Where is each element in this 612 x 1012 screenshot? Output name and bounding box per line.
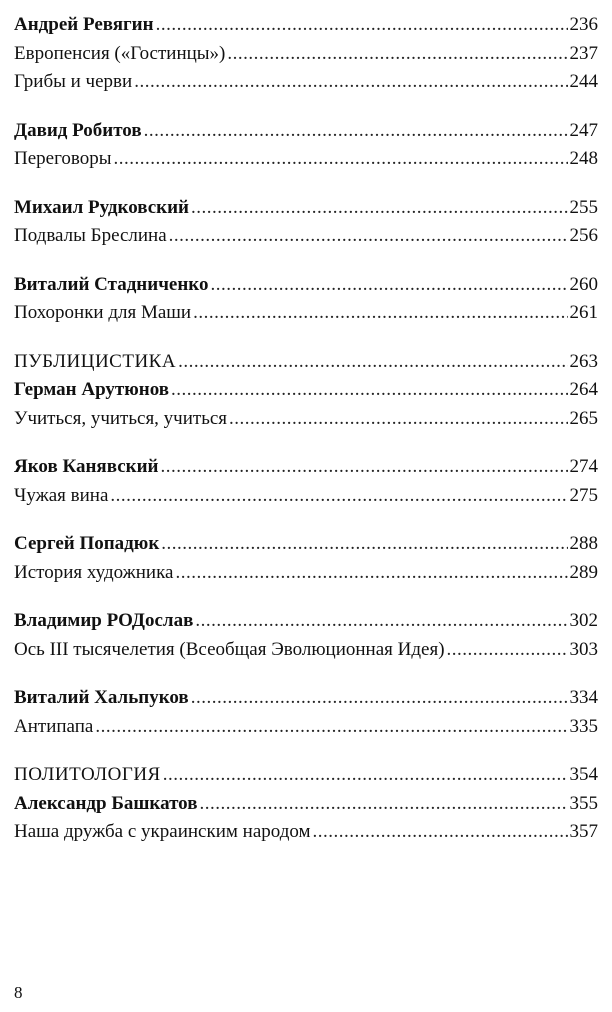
toc-entry-title: Виталий Хальпуков [14,687,189,708]
toc-entry-title: Ось III тысячелетия (Всеобщая Эволюционная Идея) [14,638,445,660]
toc-entry-work[interactable] [14,40,598,69]
toc-entry-title: Чужая вина [14,484,109,506]
dot-leader [110,482,567,511]
dot-leader [160,453,567,482]
dot-leader [95,713,567,742]
toc-group [14,348,598,434]
toc-section-heading[interactable] [14,348,598,377]
toc-entry-title: Учиться, учиться, учиться [14,407,228,429]
dot-leader [193,299,567,328]
toc-entry-author[interactable] [14,790,598,819]
toc-entry-title: Александр Башкатов [14,792,198,814]
dot-leader [199,790,567,819]
table-of-contents [14,11,598,867]
toc-entry-work[interactable] [14,636,598,665]
toc-entry-work[interactable] [14,713,598,742]
dot-leader [163,761,568,790]
toc-entry-title: Сергей Попадюк [14,533,160,554]
toc-group [14,530,598,587]
toc-entry-title: Герман Арутюнов [14,379,169,400]
toc-entry-author[interactable] [14,11,598,40]
toc-entry-page: 335 [569,715,598,737]
toc-entry-page: 236 [569,14,598,35]
toc-group [14,607,598,664]
toc-entry-page: 289 [569,561,598,583]
toc-entry-page: 334 [569,687,598,708]
toc-entry-title: Европенсия («Гостинцы») [14,42,226,64]
toc-entry-page: 275 [569,484,598,506]
toc-entry-title: Михаил Рудковский [14,196,189,218]
toc-entry-page: 274 [569,456,598,477]
dot-leader [178,348,567,377]
toc-entry-author[interactable] [14,530,598,559]
toc-entry-title: Виталий Стадниченко [14,273,209,295]
toc-entry-page: 247 [569,119,598,141]
toc-entry-page: 303 [569,638,598,660]
dot-leader [447,636,568,665]
toc-entry-page: 263 [569,350,598,372]
toc-entry-page: 264 [569,379,598,400]
toc-entry-title: ПОЛИТОЛОГИЯ [14,764,161,785]
toc-entry-title: Яков Канявский [14,456,159,477]
toc-entry-page: 265 [569,407,598,429]
toc-entry-page: 237 [569,42,598,64]
toc-entry-author[interactable] [14,376,598,405]
toc-section-heading[interactable] [14,761,598,790]
dot-leader [144,117,568,146]
toc-entry-work[interactable] [14,145,598,174]
toc-entry-title: Грибы и черви [14,71,133,92]
toc-entry-author[interactable] [14,607,598,636]
toc-entry-page: 248 [569,148,598,169]
toc-entry-title: ПУБЛИЦИСТИКА [14,350,177,372]
toc-entry-title: Подвалы Бреслина [14,225,167,246]
toc-entry-page: 256 [569,225,598,246]
toc-entry-page: 244 [569,71,598,92]
toc-entry-page: 302 [569,610,598,631]
page-number: 8 [14,983,23,1002]
toc-entry-title: Похоронки для Маши [14,302,192,323]
dot-leader [161,530,567,559]
toc-entry-page: 255 [569,196,598,218]
toc-entry-title: Антипапа [14,715,94,737]
toc-entry-work[interactable] [14,482,598,511]
toc-entry-title: История художника [14,561,174,583]
toc-entry-work[interactable] [14,299,598,328]
toc-entry-title: Переговоры [14,148,112,169]
dot-leader [114,145,568,174]
toc-group [14,453,598,510]
toc-entry-work[interactable] [14,559,598,588]
dot-leader [191,684,568,713]
dot-leader [169,222,568,251]
toc-entry-title: Андрей Ревягин [14,14,154,35]
toc-group [14,271,598,328]
toc-entry-page: 288 [569,533,598,554]
toc-group [14,11,598,97]
toc-entry-page: 355 [569,792,598,814]
toc-entry-title: Наша дружба с украинским народом [14,821,311,842]
toc-entry-work[interactable] [14,222,598,251]
toc-entry-author[interactable] [14,117,598,146]
toc-entry-author[interactable] [14,684,598,713]
dot-leader [134,68,567,97]
toc-entry-page: 260 [569,273,598,295]
dot-leader [191,194,568,223]
dot-leader [227,40,567,69]
toc-entry-author[interactable] [14,453,598,482]
toc-group [14,117,598,174]
toc-entry-page: 354 [569,764,598,785]
toc-entry-page: 357 [569,821,598,842]
toc-group [14,684,598,741]
toc-entry-author[interactable] [14,271,598,300]
toc-group [14,194,598,251]
toc-entry-title: Давид Робитов [14,119,142,141]
dot-leader [195,607,567,636]
toc-entry-author[interactable] [14,194,598,223]
dot-leader [156,11,568,40]
dot-leader [313,818,568,847]
dot-leader [211,271,568,300]
toc-entry-work[interactable] [14,405,598,434]
toc-entry-title: Владимир РОДослав [14,610,194,631]
toc-entry-work[interactable] [14,68,598,97]
dot-leader [171,376,568,405]
toc-group [14,761,598,847]
toc-entry-page: 261 [569,302,598,323]
toc-entry-work[interactable] [14,818,598,847]
dot-leader [175,559,567,588]
dot-leader [229,405,567,434]
